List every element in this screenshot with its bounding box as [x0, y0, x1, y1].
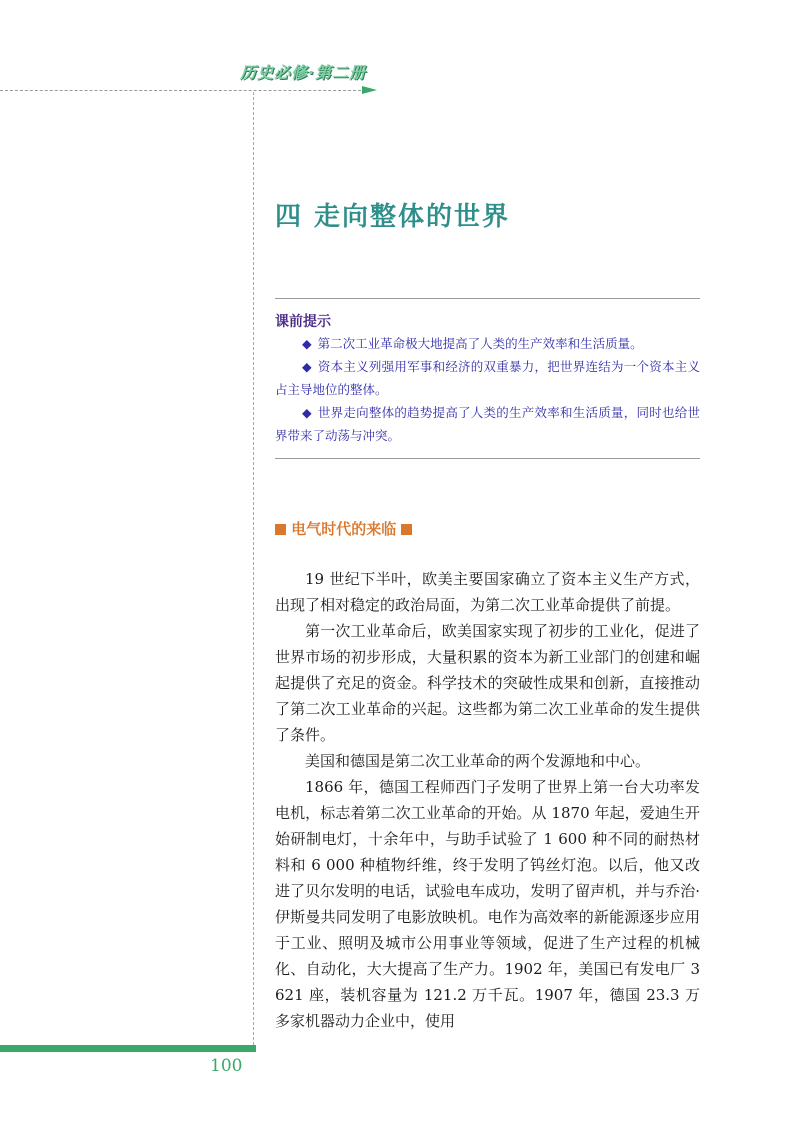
paragraph: 美国和德国是第二次工业革命的两个发源地和中心。 — [305, 752, 651, 770]
preview-heading: 课前提示 — [275, 314, 331, 330]
preview-item — [275, 401, 700, 447]
section-title-text: 电气时代的来临 — [291, 520, 397, 538]
chapter-title: 四 走向整体的世界 — [275, 202, 511, 232]
paragraph: 1866 年，德国工程师西门子发明了世界上第一台大功率发电机，标志着第二次工业革命的开始。从 1870 年起，爱迪生开始研制电灯，十余年中，与助手试验了 1 600 种不同的耐热材料和 6 000 种植物纤维，终于发明了钨丝灯泡。以后，他又改进了贝尔发明的电话，试验电车成功，发明了留声机，并与乔治·伊斯曼共同发明了电影放映机。电作为高效率的新能源逐步应用于工业、照明及城市公用事业等领域，促进了生产过程的机械化、自动化，大大提高了生产力。1902 年，美国已有发电厂 3 621 座，装机容量为 121.2 万千瓦。1907 年，德国 23.3 万多家机器动力企业中，使用 — [275, 778, 700, 1030]
preview-item — [275, 355, 700, 401]
diamond-bullet-icon: ◆ — [302, 336, 312, 351]
preview-item-text: 资本主义列强用军事和经济的双重暴力，把世界连结为一个资本主义占主导地位的整体。 — [275, 359, 700, 397]
paragraph: 第一次工业革命后，欧美国家实现了初步的工业化，促进了世界市场的初步形成，大量积累的资本为新工业部门的创建和崛起提供了充足的资金。科学技术的突破性成果和创新，直接推动了第二次工业革命的兴起。这些都为第二次工业革命的发生提供了条件。 — [275, 622, 700, 744]
footer-bar — [0, 1045, 256, 1052]
square-marker-icon — [275, 524, 286, 535]
arrow-icon — [362, 86, 377, 94]
section-heading — [275, 518, 412, 539]
header-divider — [0, 90, 366, 91]
book-title: 历史必修·第二册 — [240, 63, 367, 82]
margin-divider — [253, 92, 254, 1050]
body-text — [275, 566, 700, 1034]
preview-item-text: 第二次工业革命极大地提高了人类的生产效率和生活质量。 — [317, 336, 643, 351]
square-marker-icon — [401, 524, 412, 535]
diamond-bullet-icon: ◆ — [302, 405, 312, 420]
preview-item — [275, 332, 700, 355]
page-number: 100 — [210, 1056, 243, 1076]
diamond-bullet-icon: ◆ — [302, 359, 312, 374]
paragraph: 19 世纪下半叶，欧美主要国家确立了资本主义生产方式，出现了相对稳定的政治局面，为第二次工业革命提供了前提。 — [275, 570, 700, 614]
preview-box — [275, 298, 700, 459]
preview-item-text: 世界走向整体的趋势提高了人类的生产效率和生活质量，同时也给世界带来了动荡与冲突。 — [275, 405, 700, 443]
